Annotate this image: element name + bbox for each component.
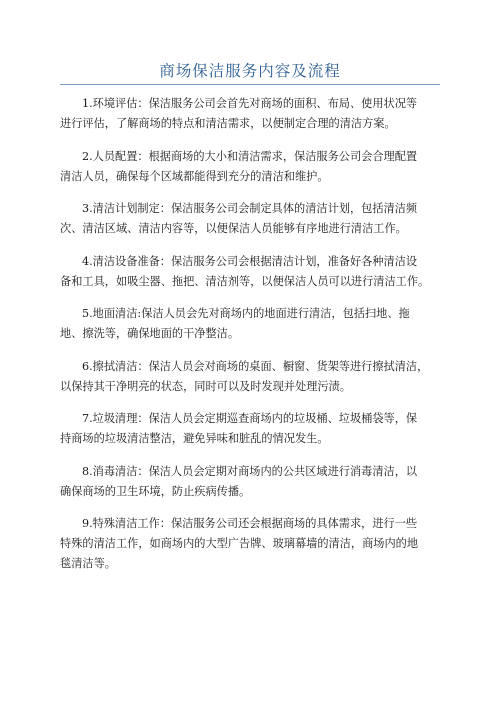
paragraph-line: 确保商场的卫生环境，防止疾病传播。 [60,484,251,498]
paragraph-environment-assessment [60,94,442,134]
paragraph-line: 进行评估，了解商场的特点和清洁需求，以便制定合理的清洁方案。 [60,117,396,130]
paragraph-line: 7.垃圾清理：保洁人员会定期巡查商场内的垃圾桶、垃圾桶袋等，保 [82,412,418,425]
paragraph-line: 地、擦洗等，确保地面的干净整洁。 [60,327,240,340]
document-title: 商场保洁服务内容及流程 [159,62,341,80]
paragraph-line: 以保持其干净明亮的状态，同时可以及时发现并处理污渍。 [60,379,351,393]
document-body [60,94,442,587]
paragraph-line: 备和工具，如吸尘器、拖把、清洁剂等，以便保洁人员可以进行清洁工作。 [60,274,430,288]
paragraph-line: 8.消毒清洁：保洁人员会定期对商场内的公共区域进行消毒清洁，以 [82,464,418,478]
paragraph-line: 特殊的清洁工作，如商场内的大型广告牌、玻璃幕墙的清洁，商场内的地 [60,537,419,550]
paragraph-line: 次、清洁区域、清洁内容等，以便保洁人员能够有序地进行清洁工作。 [60,222,407,235]
paragraph-line: 清洁人员，确保每个区域都能得到充分的清洁和维护。 [60,169,329,183]
paragraph-line: 3.清洁计划制定：保洁服务公司会制定具体的清洁计划，包括清洁频 [82,202,418,215]
paragraph-wiping [60,357,442,397]
paragraph-line: 9.特殊清洁工作：保洁服务公司还会根据商场的具体需求，进行一些 [82,517,418,530]
paragraph-staffing [60,147,442,187]
paragraph-garbage [60,409,442,449]
paragraph-special-cleaning [60,514,442,574]
paragraph-disinfection [60,462,442,502]
paragraph-floor-cleaning [60,304,442,344]
paragraph-line: 毯清洁等。 [60,557,116,570]
paragraph-equipment [60,252,442,292]
paragraph-line: 持商场的垃圾清洁整洁，避免异味和脏乱的情况发生。 [60,432,329,445]
paragraph-line: 2.人员配置：根据商场的大小和清洁需求，保洁服务公司会合理配置 [82,149,418,163]
paragraph-line: 4.清洁设备准备：保洁服务公司会根据清洁计划，准备好各种清洁设 [82,254,418,268]
paragraph-line: 6.擦拭清洁：保洁人员会对商场的桌面、橱窗、货架等进行擦拭清洁， [82,359,429,373]
paragraph-cleaning-plan [60,199,442,239]
paragraph-line: 5.地面清洁:保洁人员会先对商场内的地面进行清洁，包括扫地、拖 [82,307,410,320]
title-divider [60,84,440,85]
paragraph-line: 1.环境评估：保洁服务公司会首先对商场的面积、布局、使用状况等 [82,97,418,110]
